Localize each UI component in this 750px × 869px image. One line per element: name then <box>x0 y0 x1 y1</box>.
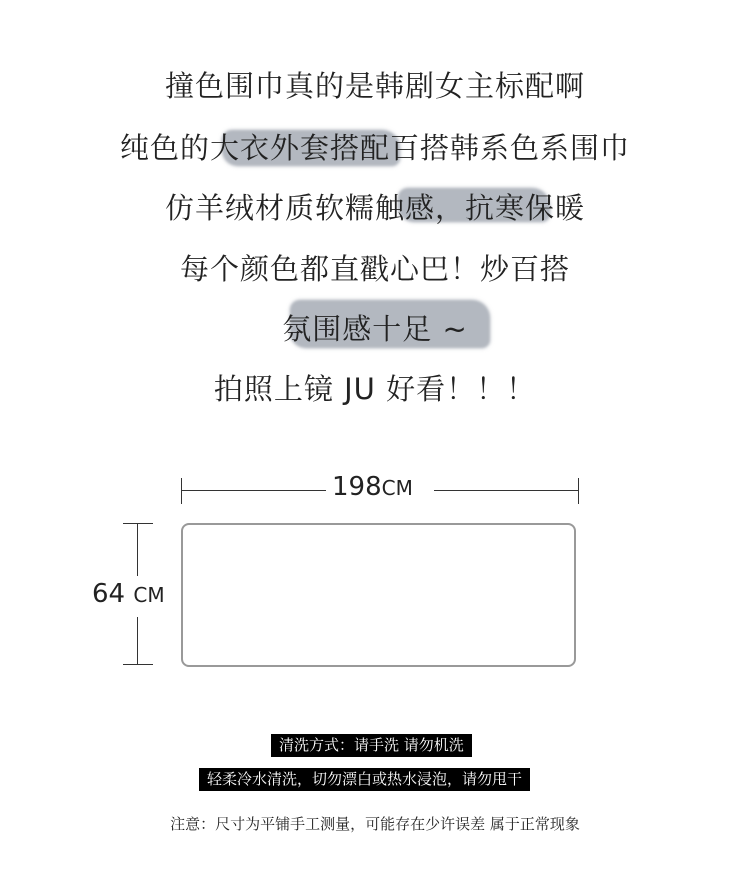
width-unit: CM <box>381 476 413 500</box>
copy-line-6: 拍照上镜 JU 好看！！！ <box>213 372 537 406</box>
width-dimension-line-left <box>181 490 326 491</box>
measurement-note: 注意：尺寸为平铺手工测量，可能存在少许误差 属于正常现象 <box>170 815 580 833</box>
height-value: 64 <box>92 579 126 609</box>
copy-line-4: 每个颜色都直戳心巴！炒百搭 <box>179 252 570 286</box>
copy-line-5: 氛围感十足 ~ <box>282 312 468 346</box>
care-method: 清洗方式：请手洗 请勿机洗 <box>271 734 472 757</box>
width-dimension-label <box>332 472 413 502</box>
height-dimension-bottom-tick <box>123 664 153 665</box>
width-dimension-left-tick <box>181 478 182 504</box>
scarf-outline <box>181 523 576 667</box>
copy-line-3: 仿羊绒材质软糯触感，抗寒保暖 <box>164 191 585 225</box>
height-dimension-label <box>92 579 165 609</box>
height-unit: CM <box>133 583 165 607</box>
height-dimension-top-tick <box>123 523 153 524</box>
copy-line-2: 纯色的大衣外套搭配百搭韩系色系围巾 <box>119 131 630 165</box>
care-instructions: 轻柔冷水清洗，切勿漂白或热水浸泡，请勿甩干 <box>199 768 530 791</box>
height-dimension-line-top <box>137 523 138 576</box>
copy-line-1: 撞色围巾真的是韩剧女主标配啊 <box>164 69 585 103</box>
width-dimension-line-right <box>434 490 579 491</box>
width-dimension-right-tick <box>578 478 579 504</box>
width-value: 198 <box>332 472 382 502</box>
height-dimension-line-bottom <box>137 617 138 664</box>
